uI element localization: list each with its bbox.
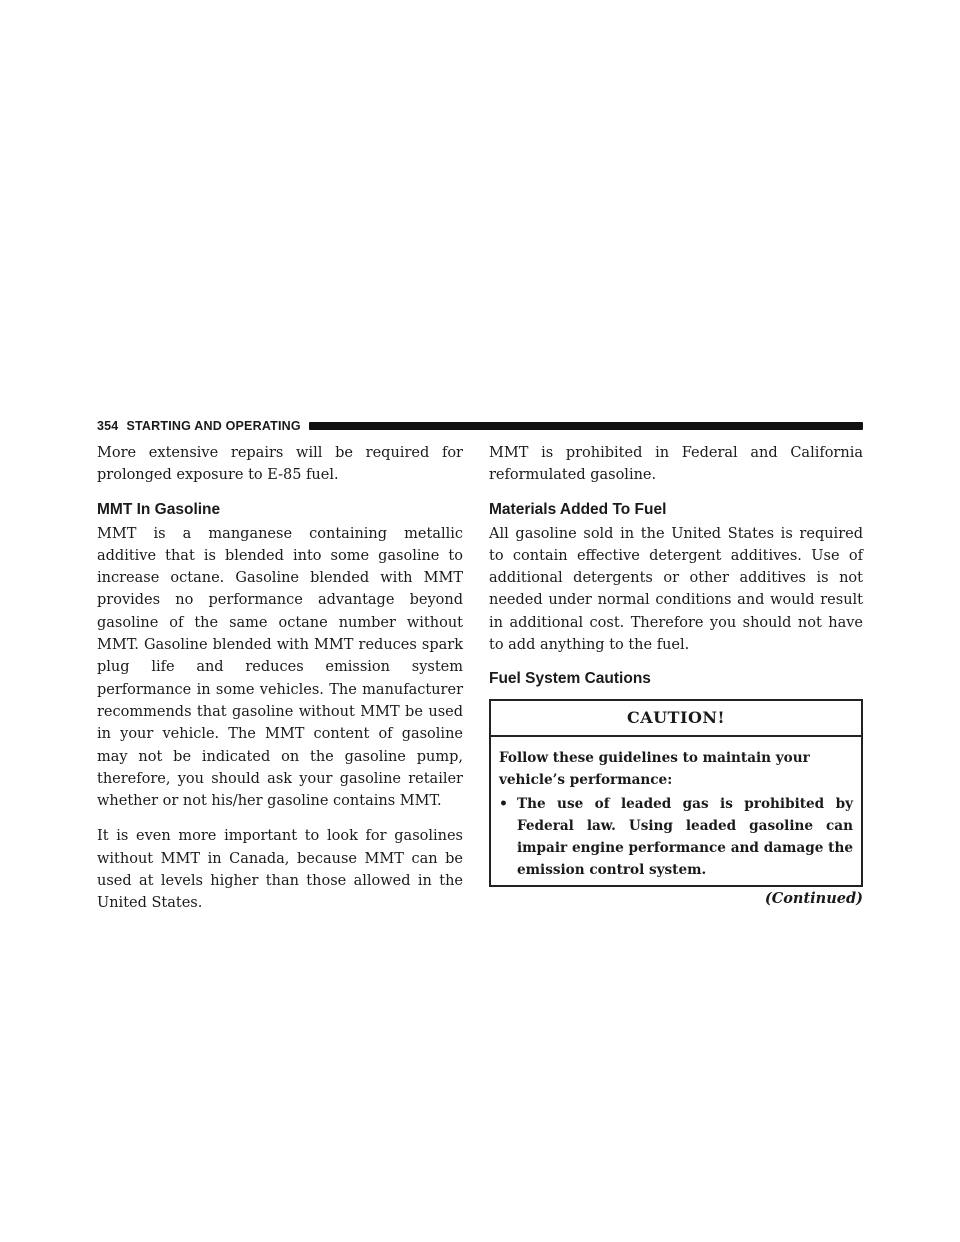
caution-box: [489, 699, 863, 887]
mmt-paragraph-1: MMT is a manganese containing metallic additive that is blended into some gasoline to increase octane. Gasoline blended with MMT provides no performance advantage beyond gasoline of the same octane number without MMT. Gasoline blended with MMT reduces spark plug life and reduces emission system performance in some vehicles. The manufacturer recommends that gasoline without MMT be used in your vehicle. The MMT content of gasoline may not be indicated on the gasoline pump, therefore, you should ask your gasoline retailer whether or not his/her gasoline contains MMT.: [97, 525, 463, 810]
caution-bullet-text: The use of leaded gas is prohibited by Federal law. Using leaded gasoline can impair engine performance and damage the emission control system.: [517, 796, 853, 879]
fuel-system-cautions-heading: Fuel System Cautions: [489, 670, 651, 688]
section-title: STARTING AND OPERATING: [126, 419, 301, 433]
caution-lead: Follow these guidelines to maintain your vehicle’s performance:: [499, 750, 810, 789]
intro-paragraph: More extensive repairs will be required for prolonged exposure to E-85 fuel.: [97, 445, 463, 484]
caution-title: CAUTION!: [491, 701, 861, 737]
header-rule: [309, 422, 863, 430]
caution-bullet: [499, 793, 853, 881]
mmt-prohibited-paragraph: MMT is prohibited in Federal and California reformulated gasoline.: [489, 445, 863, 484]
mmt-paragraph-2: It is even more important to look for gasolines without MMT in Canada, because MMT can be used at levels higher than those allowed in the United States.: [97, 828, 463, 912]
bullet-icon: •: [499, 796, 508, 813]
right-column: [489, 442, 863, 909]
left-column: [97, 442, 463, 928]
page-number: 354: [97, 419, 119, 433]
page-header: [97, 419, 863, 433]
mmt-heading: MMT In Gasoline: [97, 500, 221, 518]
continued-note: (Continued): [764, 890, 863, 908]
caution-body: [491, 737, 861, 885]
materials-heading: Materials Added To Fuel: [489, 500, 667, 518]
materials-paragraph: All gasoline sold in the United States is required to contain effective detergent additives. Use of additional detergents or other additives is not needed under normal conditions and would result in additional cost. Therefore you should not have to add anything to the fuel.: [489, 525, 863, 654]
